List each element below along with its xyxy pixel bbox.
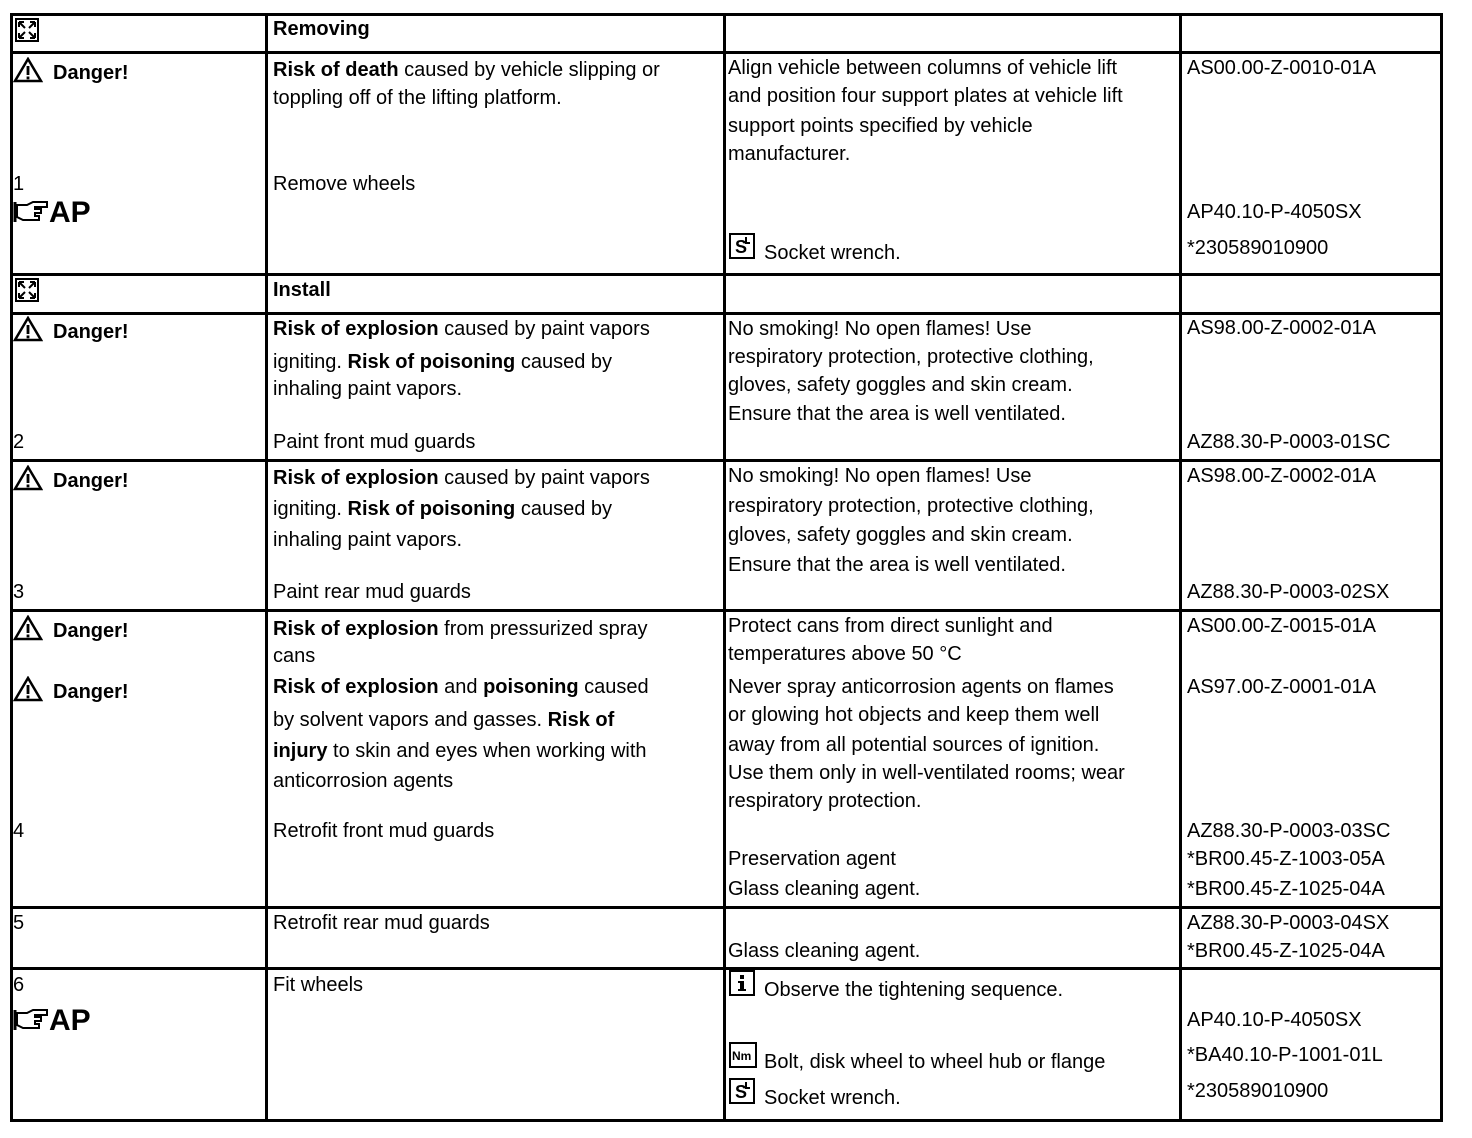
rule [10,13,1443,16]
instruction-line: and position four support plates at vehicle lift [728,85,1123,107]
warning-triangle-icon [13,676,43,702]
expand-icon [15,278,39,302]
risk-text [273,494,612,524]
instruction-line: Never spray anticorrosion agents on flames [728,676,1114,698]
risk-rest: caused by paint vapors [438,318,650,340]
material-text: Glass cleaning agent. [728,878,921,900]
step-text: Paint front mud guards [273,431,476,453]
risk-text [273,736,647,766]
instruction-line: Align vehicle between columns of vehicle lift [728,57,1118,79]
rule [1179,13,1182,1122]
risk-rest: from pressurized spray [438,618,648,640]
risk-rest: caused by [515,498,613,520]
doc-code[interactable]: AZ88.30-P-0003-03SC [1187,820,1391,842]
instruction-line: temperatures above 50 °C [728,643,962,665]
info-text: Observe the tightening sequence. [764,979,1064,1001]
risk-text-line: toppling off of the lifting platform. [273,87,562,109]
step-text: Paint rear mud guards [273,581,471,603]
socket-wrench-icon [729,233,755,259]
svg-text:S: S [735,237,748,257]
danger-label: Danger! [53,321,129,343]
risk-rest: igniting. [273,351,348,373]
doc-code[interactable]: AS98.00-Z-0002-01A [1187,465,1377,487]
instruction-line: gloves, safety goggles and skin cream. [728,374,1073,396]
instruction-line: manufacturer. [728,143,851,165]
svg-text:S: S [735,1082,748,1102]
material-text: Preservation agent [728,848,896,870]
instruction-line: Use them only in well-ventilated rooms; wear [728,762,1125,784]
pointing-hand-icon [13,1007,49,1033]
doc-code[interactable]: AP40.10-P-4050SX [1187,1009,1362,1031]
doc-code[interactable]: AS00.00-Z-0010-01A [1187,57,1377,79]
bolt-text: Bolt, disk wheel to wheel hub or flange [764,1051,1106,1073]
tool-text: Socket wrench. [764,1087,901,1109]
doc-code[interactable]: AZ88.30-P-0003-04SX [1187,912,1390,934]
step-number: 6 [13,974,25,996]
doc-code[interactable]: *BR00.45-Z-1025-04A [1187,940,1385,962]
step-text: Fit wheels [273,974,364,996]
step-number: 2 [13,431,25,453]
doc-code[interactable]: AS00.00-Z-0015-01A [1187,615,1377,637]
danger-label: Danger! [53,62,129,84]
step-number: 3 [13,581,25,603]
risk-bold: Risk of explosion [273,318,439,340]
rule [723,13,726,1122]
pointing-hand-icon [13,199,49,225]
doc-code[interactable]: *BR00.45-Z-1025-04A [1187,878,1385,900]
risk-text [273,614,648,644]
material-text: Glass cleaning agent. [728,940,921,962]
step-number: 4 [13,820,25,842]
rule [10,967,1443,970]
risk-rest: caused by paint vapors [438,467,650,489]
section-header-install: Install [273,279,331,301]
risk-bold: Risk of explosion [273,676,439,698]
warning-triangle-icon [13,57,43,83]
risk-text-line: anticorrosion agents [273,770,454,792]
risk-rest: to skin and eyes when working with [327,740,647,762]
risk-bold: Risk of poisoning [347,498,516,520]
step-text: Retrofit rear mud guards [273,912,490,934]
doc-code[interactable]: AZ88.30-P-0003-01SC [1187,431,1391,453]
risk-rest: caused [578,676,649,698]
doc-code[interactable]: *BA40.10-P-1001-01L [1187,1044,1383,1066]
svg-text:Nm: Nm [732,1049,752,1063]
step-number: 5 [13,912,25,934]
rule [10,1119,1443,1122]
rule [10,273,1443,276]
doc-code[interactable]: *BR00.45-Z-1003-05A [1187,848,1385,870]
ap-label: AP [49,1004,91,1037]
instruction-line: Protect cans from direct sunlight and [728,615,1053,637]
instruction-line: away from all potential sources of ignition. [728,734,1100,756]
risk-rest: and [438,676,484,698]
expand-icon [15,18,39,42]
ap-label: AP [49,196,91,229]
instruction-line: No smoking! No open flames! Use [728,318,1032,340]
instruction-line: or glowing hot objects and keep them well [728,704,1100,726]
risk-text [273,672,649,702]
risk-rest: igniting. [273,498,348,520]
risk-text [273,314,650,344]
rule [265,13,268,1122]
torque-nm-icon [729,1042,757,1068]
risk-bold: Risk of explosion [273,467,439,489]
doc-code[interactable]: AS98.00-Z-0002-01A [1187,317,1377,339]
rule [1440,13,1443,1122]
section-header-removing: Removing [273,18,370,40]
warning-triangle-icon [13,615,43,641]
risk-rest: caused by [515,351,613,373]
instruction-line: respiratory protection, protective clothing, [728,346,1094,368]
step-number: 1 [13,173,25,195]
doc-code[interactable]: *230589010900 [1187,1080,1329,1102]
warning-triangle-icon [13,465,43,491]
instruction-line: gloves, safety goggles and skin cream. [728,524,1073,546]
step-text: Remove wheels [273,173,416,195]
doc-code[interactable]: *230589010900 [1187,237,1329,259]
risk-bold: Risk of death [273,59,399,81]
instruction-line: respiratory protection, protective clothing, [728,495,1094,517]
danger-label: Danger! [53,681,129,703]
risk-text-line: cans [273,645,316,667]
risk-bold: injury [273,740,328,762]
warning-triangle-icon [13,316,43,342]
danger-label: Danger! [53,620,129,642]
risk-bold: poisoning [483,676,579,698]
info-icon [729,970,755,996]
socket-wrench-icon [729,1078,755,1104]
instruction-line: respiratory protection. [728,790,922,812]
risk-text [273,705,614,735]
doc-code[interactable]: AZ88.30-P-0003-02SX [1187,581,1390,603]
risk-text [273,55,660,85]
step-text: Retrofit front mud guards [273,820,495,842]
risk-rest: by solvent vapors and gasses. [273,709,548,731]
risk-text [273,463,650,493]
risk-bold: Risk of [547,709,615,731]
risk-text-line: inhaling paint vapors. [273,529,463,551]
risk-text-line: inhaling paint vapors. [273,378,463,400]
danger-label: Danger! [53,470,129,492]
risk-rest: caused by vehicle slipping or [398,59,660,81]
doc-code[interactable]: AP40.10-P-4050SX [1187,201,1362,223]
risk-text [273,347,612,377]
risk-bold: Risk of poisoning [347,351,516,373]
instruction-line: No smoking! No open flames! Use [728,465,1032,487]
instruction-line: Ensure that the area is well ventilated. [728,403,1066,425]
instruction-line: Ensure that the area is well ventilated. [728,554,1066,576]
doc-code[interactable]: AS97.00-Z-0001-01A [1187,676,1377,698]
risk-bold: Risk of explosion [273,618,439,640]
tool-text: Socket wrench. [764,242,901,264]
instruction-line: support points specified by vehicle [728,115,1033,137]
